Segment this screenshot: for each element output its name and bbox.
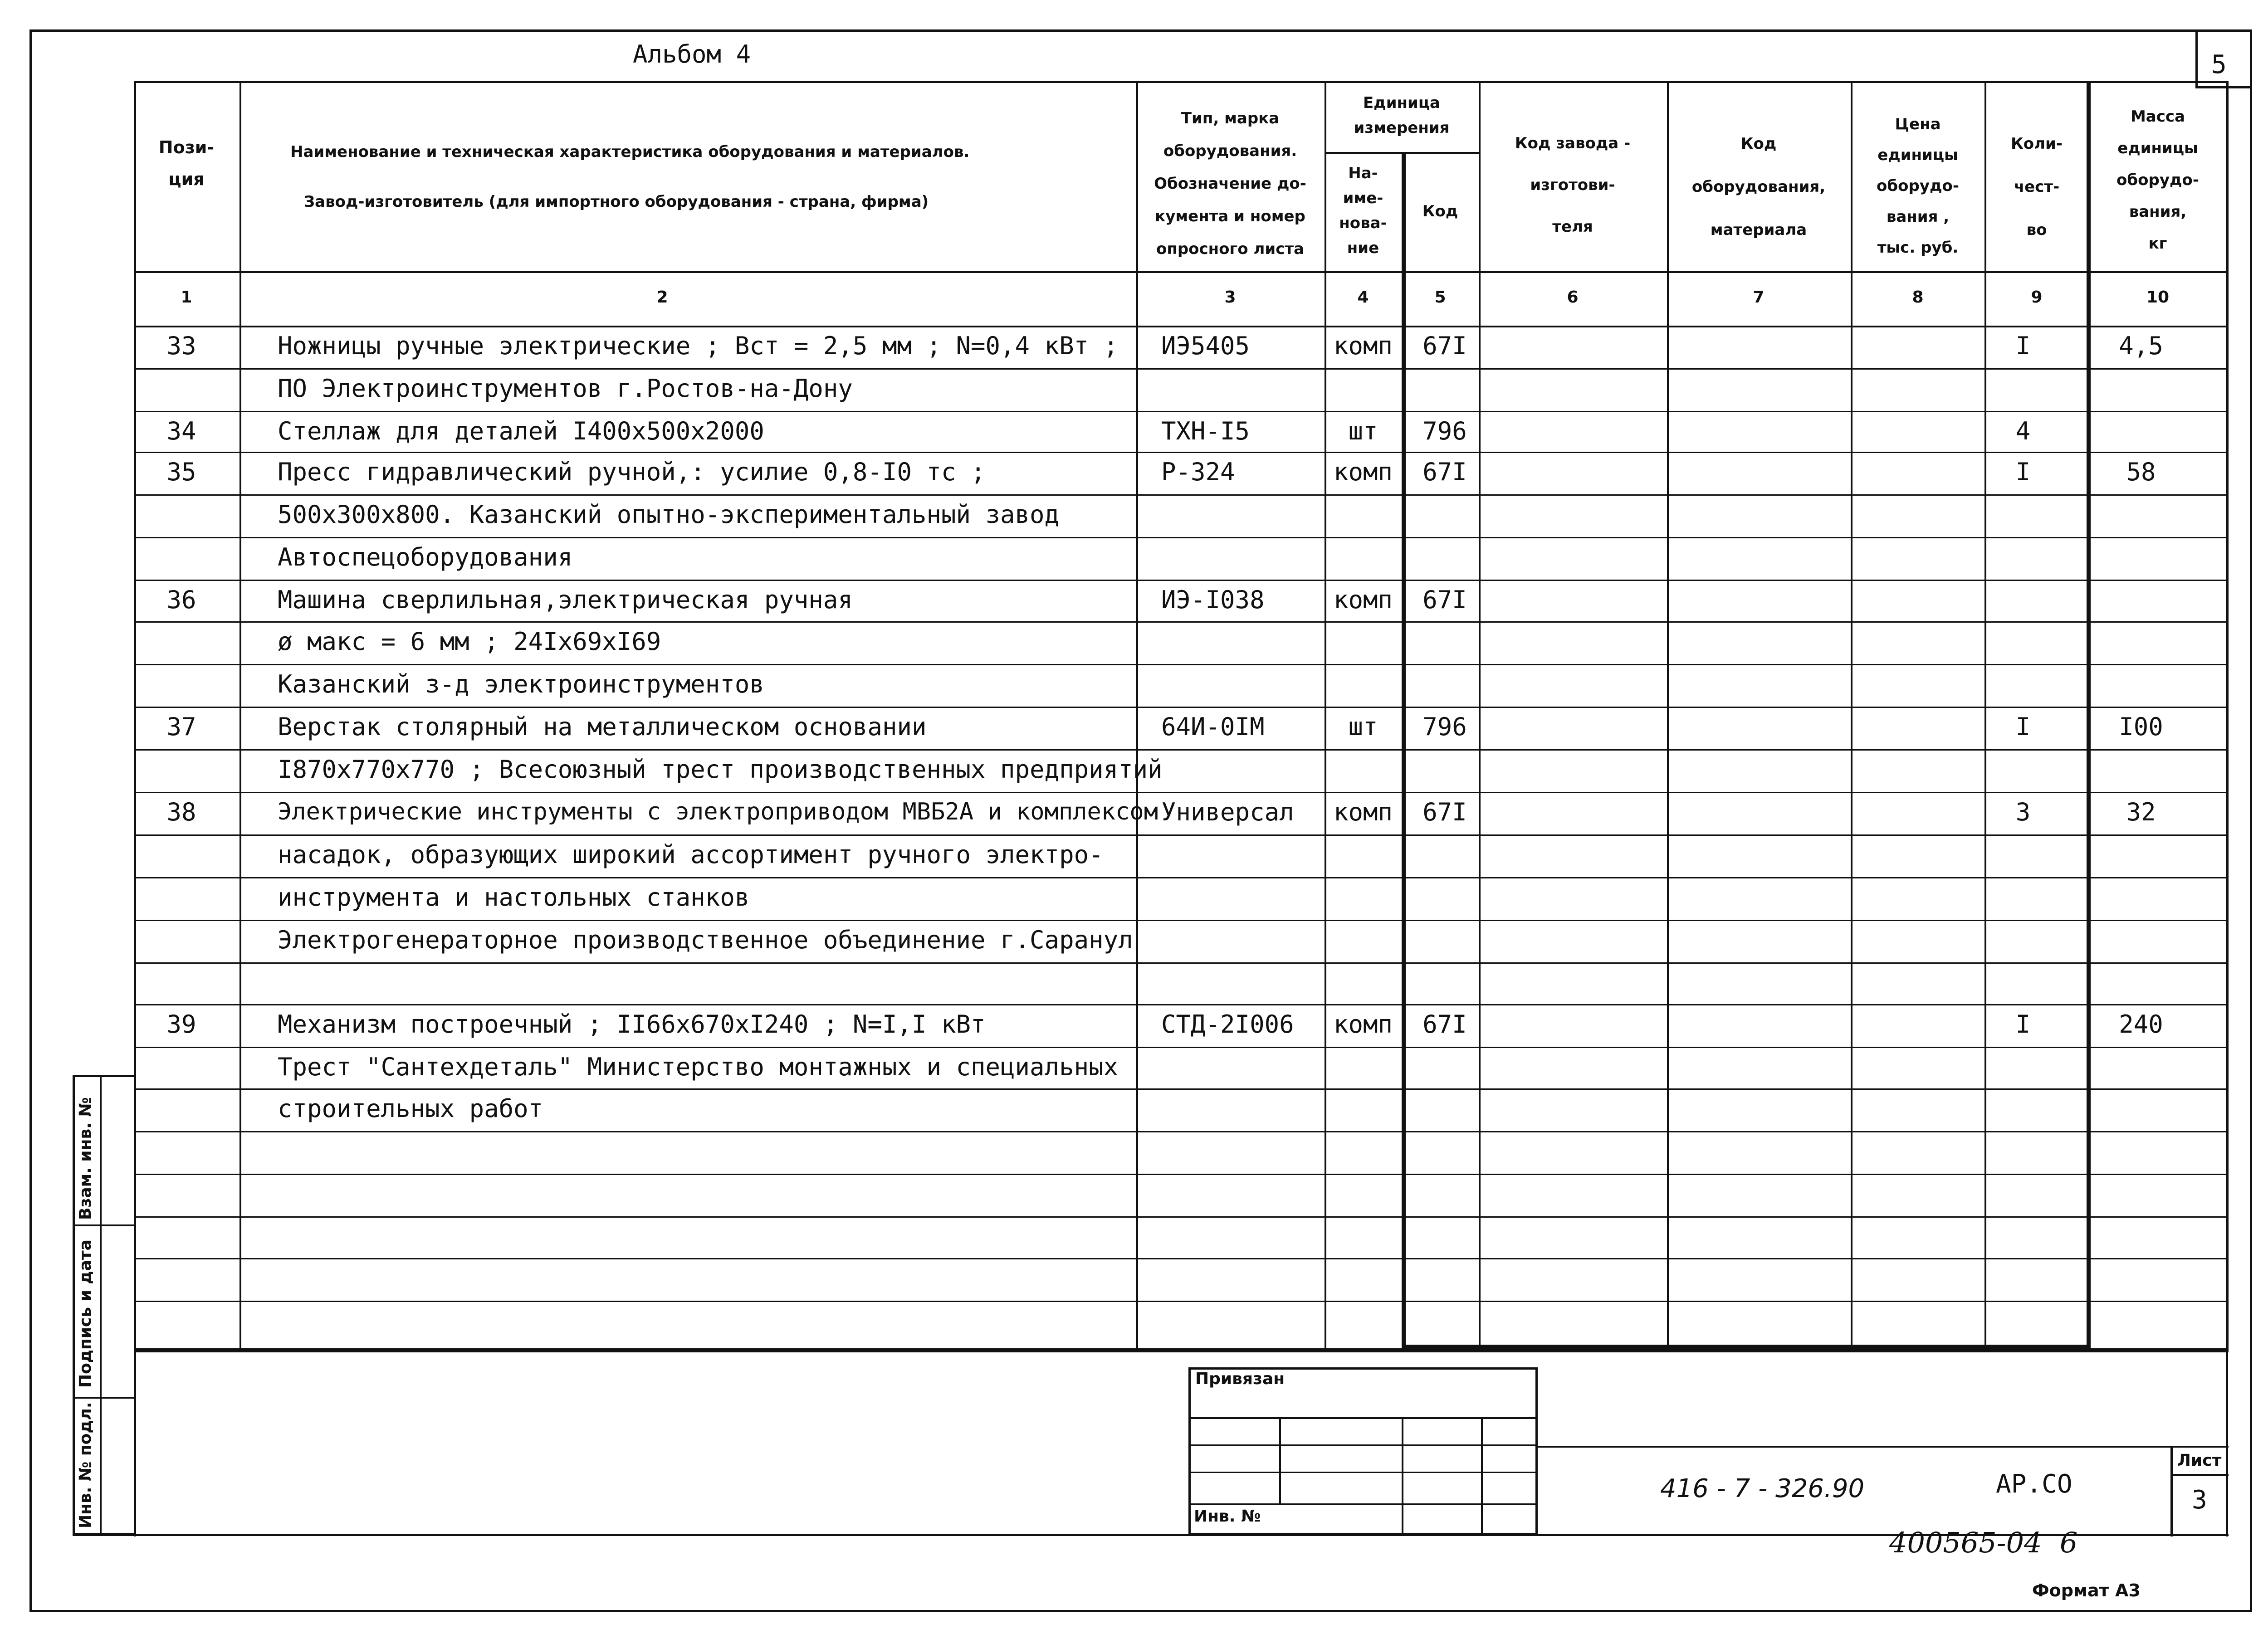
colnum-6: 6: [1567, 288, 1579, 307]
row-type: Р-324: [1161, 458, 1235, 486]
row-quantity: I: [2015, 1010, 2031, 1039]
header-col9: Коли- чест- во: [2011, 135, 2063, 239]
row-type: Универсал: [1161, 798, 1294, 826]
section-code: АР.СО: [1996, 1469, 2072, 1499]
row-mass: 58: [2126, 458, 2156, 486]
row-type: ТХН-I5: [1161, 417, 1250, 445]
colnum-9: 9: [2031, 288, 2043, 307]
row-unit: комп: [1333, 585, 1393, 614]
row-name: ø макс = 6 мм ; 24Iх69хI69: [278, 627, 661, 656]
side-label-inv: Инв. № подл.: [76, 1402, 95, 1528]
header-col10: Масса единицы оборудо- вания, кг: [2116, 107, 2199, 253]
row-type: 64И-0IМ: [1161, 712, 1265, 741]
colnum-3: 3: [1224, 288, 1236, 307]
row-name: строительных работ: [278, 1094, 543, 1123]
row-position: 39: [166, 1010, 196, 1039]
row-quantity: I: [2015, 712, 2031, 741]
row-name: Электрогенераторное производственное объединение г.Саранул: [278, 926, 1133, 954]
row-name: Трест "Сантехдеталь" Министерство монтажных и специальных: [278, 1053, 1119, 1081]
row-name: насадок, образующих широкий ассортимент ручного электро-: [278, 840, 1104, 869]
colnum-7: 7: [1753, 288, 1765, 307]
row-name: Автоспецоборудования: [278, 543, 573, 571]
side-label-vzam: Взам. инв. №: [76, 1097, 95, 1220]
row-position: 37: [166, 712, 196, 741]
row-name: Электрические инструменты с электроприводом МВБ2А и комплексом: [278, 798, 1158, 825]
header-col3: Тип, марка оборудования. Обозначение до- кумента и номер опросного листа: [1154, 109, 1306, 258]
header-col4: На- име- нова- ние: [1339, 164, 1387, 257]
row-position: 35: [166, 458, 196, 486]
row-unit: шт: [1348, 417, 1378, 445]
corner-number: 5: [2211, 50, 2227, 79]
row-name: Стеллаж для деталей I400х500х2000: [278, 417, 764, 445]
colnum-5: 5: [1434, 288, 1446, 307]
row-mass: 4,5: [2119, 332, 2163, 360]
row-code: 67I: [1422, 798, 1467, 826]
row-type: ИЭ5405: [1161, 332, 1250, 360]
header-col6: Код завода - изготови- теля: [1515, 134, 1631, 236]
privyazan-label: Привязан: [1195, 1370, 1285, 1388]
row-quantity: I: [2015, 458, 2031, 486]
inv-no-label: Инв. №: [1194, 1507, 1261, 1526]
row-code: 796: [1422, 712, 1467, 741]
row-name: ПО Электроинструментов г.Ростов-на-Дону: [278, 374, 853, 403]
row-code: 67I: [1422, 458, 1467, 486]
row-name: Пресс гидравлический ручной,: усилие 0,8-I0 тс ;: [278, 458, 986, 486]
row-quantity: 3: [2015, 798, 2031, 826]
format-label: Формат А3: [2032, 1580, 2141, 1600]
row-type: ИЭ-I038: [1161, 585, 1265, 614]
row-quantity: I: [2015, 332, 2031, 360]
row-name: I870х770х770 ; Всесоюзный трест производственных предприятий: [278, 755, 1163, 784]
row-code: 67I: [1422, 585, 1467, 614]
doc-code: 416 - 7 - 326.90: [1660, 1474, 1865, 1503]
row-position: 38: [166, 798, 196, 826]
row-position: 36: [166, 585, 196, 614]
row-unit: комп: [1333, 332, 1393, 360]
row-unit: комп: [1333, 798, 1393, 826]
colnum-8: 8: [1912, 288, 1924, 307]
row-name: Верстак столярный на металлическом основании: [278, 712, 927, 741]
row-quantity: 4: [2015, 417, 2031, 445]
row-name: Ножницы ручные электрические ; Вст = 2,5 мм ; N=0,4 кВт ;: [278, 332, 1119, 360]
row-mass: I00: [2119, 712, 2163, 741]
row-code: 796: [1422, 417, 1467, 445]
header-col7: Код оборудования, материала: [1691, 135, 1826, 239]
album-title: Альбом 4: [633, 40, 751, 68]
colnum-1: 1: [181, 288, 192, 307]
row-position: 33: [166, 332, 196, 360]
row-unit: комп: [1333, 1010, 1393, 1039]
colnum-4: 4: [1357, 288, 1369, 307]
header-col8: Цена единицы оборудо- вания , тыс. руб.: [1877, 115, 1959, 257]
row-name: 500х300х800. Казанский опытно-экспериментальный завод: [278, 500, 1060, 529]
colnum-10: 10: [2146, 288, 2170, 307]
row-code: 67I: [1422, 1010, 1467, 1039]
row-name: Казанский з-д электроинструментов: [278, 670, 764, 698]
row-name: инструмента и настольных станков: [278, 883, 750, 912]
row-type: СТД-2I006: [1161, 1010, 1294, 1039]
row-position: 34: [166, 417, 196, 445]
colnum-2: 2: [656, 288, 668, 307]
sheet-label: Лист: [2177, 1451, 2222, 1470]
row-unit: комп: [1333, 458, 1393, 486]
row-mass: 240: [2119, 1010, 2163, 1039]
side-label-podpis: Подпись и дата: [76, 1239, 95, 1388]
header-unit-group: Единица измерения: [1354, 94, 1450, 137]
header-col1: Пози- ция: [158, 137, 215, 189]
row-name: Механизм построечный ; II66х670хI240 ; N=I,I кВт: [278, 1010, 986, 1039]
row-code: 67I: [1422, 332, 1467, 360]
row-mass: 32: [2126, 798, 2156, 826]
handwritten-number: 400565-04 6: [1889, 1526, 2078, 1559]
row-unit: шт: [1348, 712, 1378, 741]
header-col2: Наименование и техническая характеристика оборудования и материалов. Завод-изготовитель (для импортного оборудования - страна, фирма): [290, 143, 970, 211]
sheet-number: 3: [2192, 1485, 2207, 1515]
header-col5: Код: [1422, 202, 1458, 220]
row-name: Машина сверлильная,электрическая ручная: [278, 585, 853, 614]
